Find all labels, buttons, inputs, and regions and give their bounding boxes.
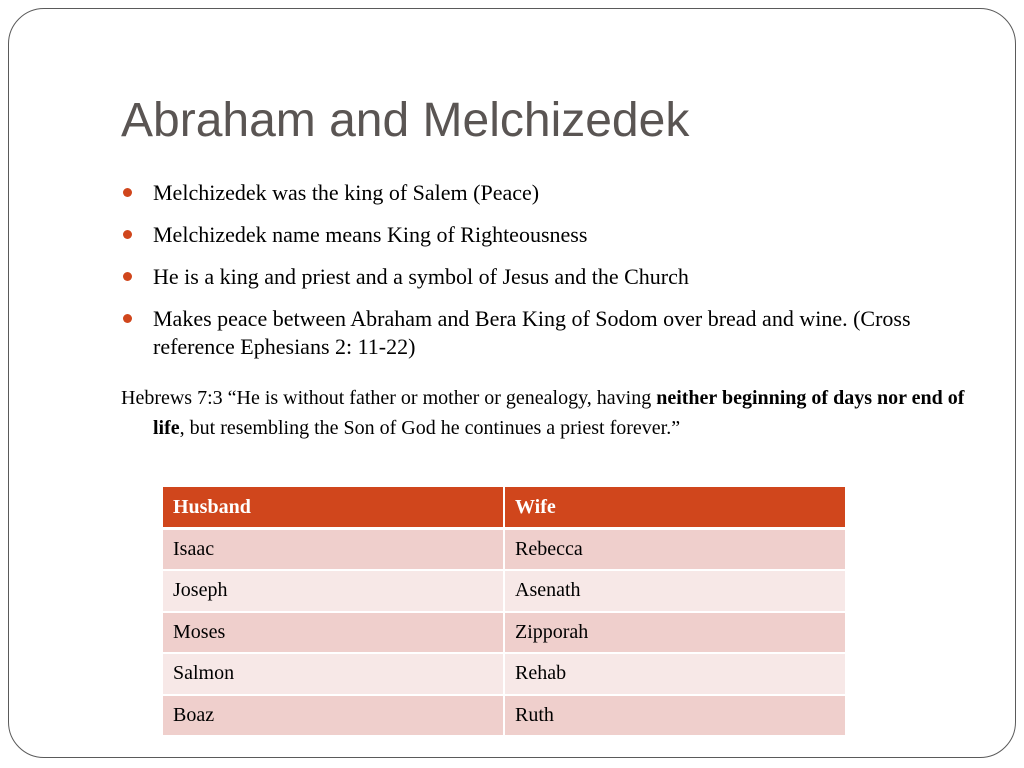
husband-wife-table <box>163 487 845 737</box>
table-row <box>163 653 845 695</box>
table-row <box>163 529 845 571</box>
husband-cell: Boaz <box>163 695 504 737</box>
header-husband: Husband <box>163 487 504 529</box>
slide-title: Abraham and Melchizedek <box>121 94 690 147</box>
scripture-quote <box>121 383 971 443</box>
table-row <box>163 612 845 654</box>
bullet-item <box>121 179 971 207</box>
bullet-text: Melchizedek name means King of Righteousness <box>153 222 588 247</box>
husband-cell: Salmon <box>163 653 504 695</box>
bullet-text: He is a king and priest and a symbol of Jesus and the Church <box>153 264 689 289</box>
bullet-text: Makes peace between Abraham and Bera King of Sodom over bread and wine. (Cross reference Ephesians 2: 11-22) <box>153 306 911 359</box>
wife-cell: Rebecca <box>504 529 845 571</box>
wife-cell: Ruth <box>504 695 845 737</box>
table-row <box>163 695 845 737</box>
quote-prefix: Hebrews 7:3 “He is without father or mother or genealogy, having <box>121 387 657 409</box>
wife-cell: Rehab <box>504 653 845 695</box>
husband-cell: Joseph <box>163 570 504 612</box>
wife-cell: Zipporah <box>504 612 845 654</box>
slide-frame <box>8 8 1016 758</box>
husband-cell: Moses <box>163 612 504 654</box>
bullet-item <box>121 305 971 361</box>
bullet-dot-icon <box>123 188 132 197</box>
bullet-dot-icon <box>123 230 132 239</box>
husband-cell: Isaac <box>163 529 504 571</box>
bullet-list <box>121 179 971 375</box>
bullet-item <box>121 221 971 249</box>
quote-suffix: , but resembling the Son of God he continues a priest forever.” <box>179 417 681 439</box>
bullet-item <box>121 263 971 291</box>
bullet-text: Melchizedek was the king of Salem (Peace) <box>153 180 540 205</box>
bullet-dot-icon <box>123 272 132 281</box>
bullet-dot-icon <box>123 314 132 323</box>
quote-emphasis: neither beginning of days nor end of life <box>153 387 965 439</box>
table-header-row <box>163 487 845 529</box>
wife-cell: Asenath <box>504 570 845 612</box>
header-wife: Wife <box>504 487 845 529</box>
table-row <box>163 570 845 612</box>
